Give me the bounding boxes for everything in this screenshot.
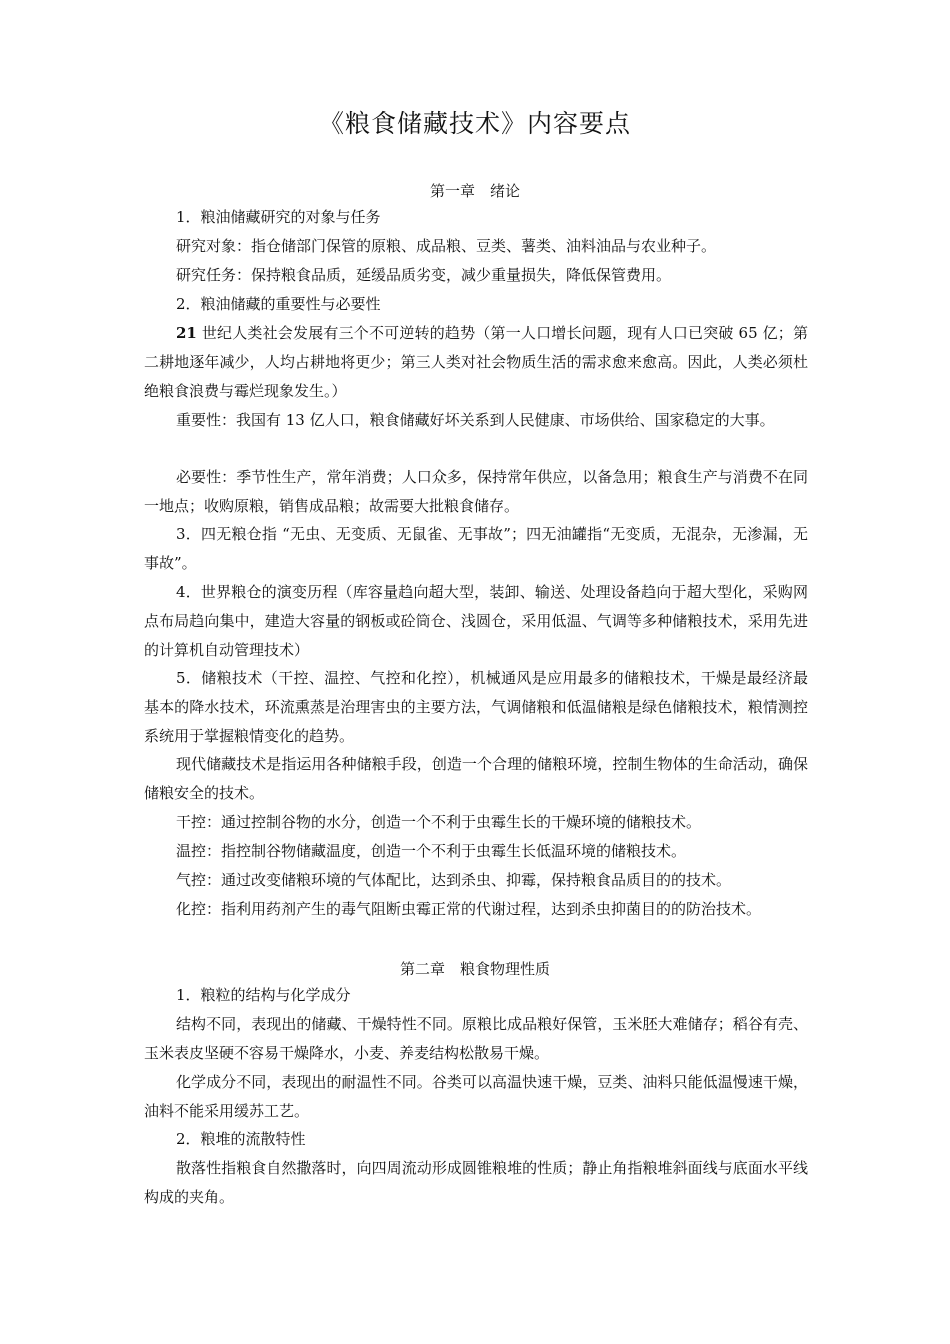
ch1-research-task: 研究任务：保持粮食品质，延缓品质劣变，减少重量损失，降低保管费用。 — [176, 266, 672, 284]
ch1-necessity: 必要性：季节性生产，常年消费；人口众多，保持常年供应，以备急用；粮食生产与消费不在同一地点；收购原粮，销售成品粮；故需要大批粮食储存。 — [144, 468, 808, 515]
ch1-item-1: 1．粮油储藏研究的对象与任务 — [176, 208, 381, 226]
ch1-modern-storage: 现代储藏技术是指运用各种储粮手段，创造一个合理的储粮环境，控制生物体的生命活动，确保储粮安全的技术。 — [144, 755, 808, 802]
ch2-structure: 结构不同，表现出的储藏、干燥特性不同。原粮比成品粮好保管，玉米胚大难储存；稻谷有壳、玉米表皮坚硬不容易干燥降水，小麦、养麦结构松散易干燥。 — [144, 1015, 808, 1062]
ch1-gas-control: 气控：通过改变储粮环境的气体配比，达到杀虫、抑霉，保持粮食品质目的的技术。 — [176, 871, 732, 889]
ch2-flow: 散落性指粮食自然撒落时，向四周流动形成圆锥粮堆的性质；静止角指粮堆斜面线与底面水平线构成的夹角。 — [144, 1159, 808, 1206]
ch1-item-4: 4．世界粮仓的演变历程（库容量趋向超大型，装卸、输送、处理设备趋向于超大型化，采购网点布局趋向集中，建造大容量的钢板或砼筒仓、浅圆仓，采用低温、气调等多种储粮技术，采用先进的计算机自动管理技术） — [144, 583, 808, 659]
chapter-2-heading: 第二章 粮食物理性质 — [399, 960, 550, 978]
ch1-trends-text: 世纪人类社会发展有三个不可逆转的趋势（第一人口增长问题，现有人口已突破 65 亿；第二耕地逐年减少，人均占耕地将更少；第三人类对社会物质生活的需求愈来愈高。因此，人类必须杜绝粮食浪费与霉烂现象发生。） — [144, 324, 808, 400]
ch1-dry-control: 干控：通过控制谷物的水分，创造一个不利于虫霉生长的干燥环境的储粮技术。 — [176, 813, 702, 831]
ch2-chemistry: 化学成分不同，表现出的耐温性不同。谷类可以高温快速干燥，豆类、油料只能低温慢速干燥，油料不能采用缓苏工艺。 — [144, 1073, 808, 1120]
ch1-importance: 重要性：我国有 13 亿人口，粮食储藏好坏关系到人民健康、市场供给、国家稳定的大事。 — [176, 411, 775, 429]
ch2-item-2: 2．粮堆的流散特性 — [176, 1130, 306, 1148]
document-title: 《粮食储藏技术》内容要点 — [318, 109, 631, 138]
ch1-item-3: 3．四无粮仓指 “无虫、无变质、无鼠雀、无事故”；四无油罐指“无变质，无混杂，无渗漏，无事故”。 — [144, 525, 808, 572]
chapter-1-heading: 第一章 绪论 — [429, 182, 520, 200]
ch1-chem-control: 化控：指利用药剂产生的毒气阻断虫霉正常的代谢过程，达到杀虫抑菌目的的防治技术。 — [176, 900, 762, 918]
ch1-item-2: 2．粮油储藏的重要性与必要性 — [176, 295, 381, 313]
ch1-temp-control: 温控：指控制谷物储藏温度，创造一个不利于虫霉生长低温环境的储粮技术。 — [176, 842, 687, 860]
ch1-trends-lead: 21 — [176, 324, 197, 342]
ch2-item-1: 1．粮粒的结构与化学成分 — [176, 986, 351, 1004]
ch1-item-5: 5．储粮技术（干控、温控、气控和化控），机械通风是应用最多的储粮技术，干燥是最经济最基本的降水技术，环流熏蒸是治理害虫的主要方法，气调储粮和低温储粮是绿色储粮技术，粮情测控系统用于掌握粮情变化的趋势。 — [144, 669, 808, 745]
ch1-trends-paragraph — [144, 319, 808, 406]
ch1-research-object: 研究对象：指仓储部门保管的原粮、成品粮、豆类、薯类、油料油品与农业种子。 — [176, 237, 717, 255]
